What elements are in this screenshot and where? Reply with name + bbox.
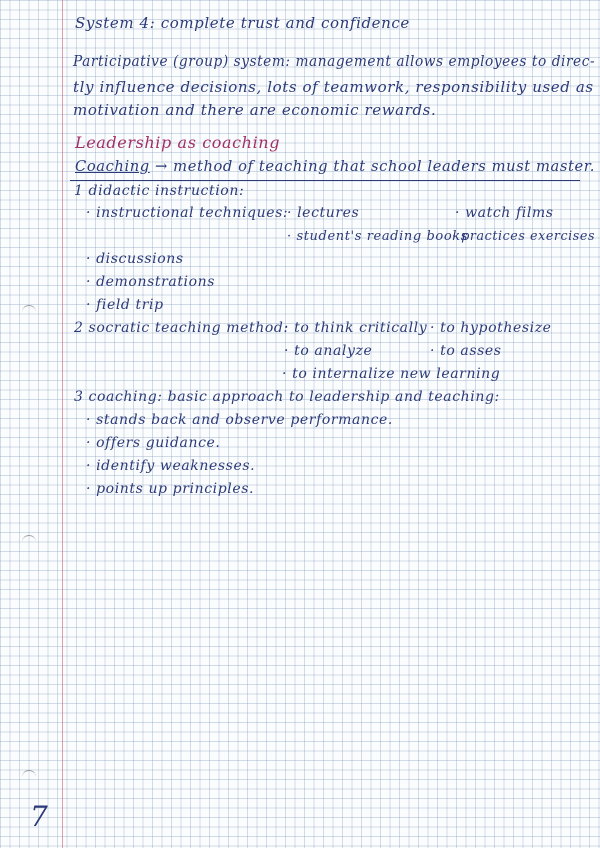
section-underline <box>70 180 580 181</box>
item1-sub-label: · instructional techniques: <box>86 205 289 221</box>
paragraph-line-3: motivation and there are economic rewards. <box>73 101 437 119</box>
item1-bullet: · practices exercises <box>452 229 596 244</box>
item1-bullet: · demonstrations <box>86 274 216 290</box>
item2-bullet: · to internalize new learning <box>282 366 501 382</box>
item3-bullet: · stands back and observe performance. <box>86 412 393 428</box>
item2-bullet: · to analyze <box>284 343 373 359</box>
item2-bullet: · to think critically <box>284 320 428 336</box>
item1-title: 1 didactic instruction: <box>74 183 245 199</box>
page-number: 7 <box>30 800 48 833</box>
item1-bullet: · field trip <box>86 297 164 313</box>
item3-title: 3 coaching: basic approach to leadership and teaching: <box>74 389 500 405</box>
item2-title: 2 socratic teaching method: <box>74 320 289 336</box>
item1-bullet: · discussions <box>86 251 184 267</box>
coaching-definition-text: → method of teaching that school leaders must master. <box>155 157 596 175</box>
punch-hole <box>22 305 36 313</box>
item2-bullet: · to hypothesize <box>430 320 552 336</box>
item3-bullet: · identify weaknesses. <box>86 458 256 474</box>
punch-hole <box>22 770 36 778</box>
coaching-term: Coaching <box>75 157 150 175</box>
item1-bullet: · watch films <box>455 205 554 221</box>
item1-bullet: · lectures <box>287 205 360 221</box>
paragraph-line-2: tly influence decisions, lots of teamwork, responsibility used as <box>73 78 594 96</box>
item3-bullet: · offers guidance. <box>86 435 221 451</box>
paragraph-line-1: Participative (group) system: management allows employees to direc- <box>73 52 596 70</box>
section-heading: Leadership as coaching <box>75 133 281 152</box>
margin-line <box>62 0 63 848</box>
item2-bullet: · to asses <box>430 343 502 359</box>
system-line: System 4: complete trust and confidence <box>75 14 410 32</box>
punch-hole <box>22 535 36 543</box>
item3-bullet: · points up principles. <box>86 481 255 497</box>
coaching-definition <box>75 157 595 175</box>
item1-bullet: · student's reading books <box>287 229 469 244</box>
